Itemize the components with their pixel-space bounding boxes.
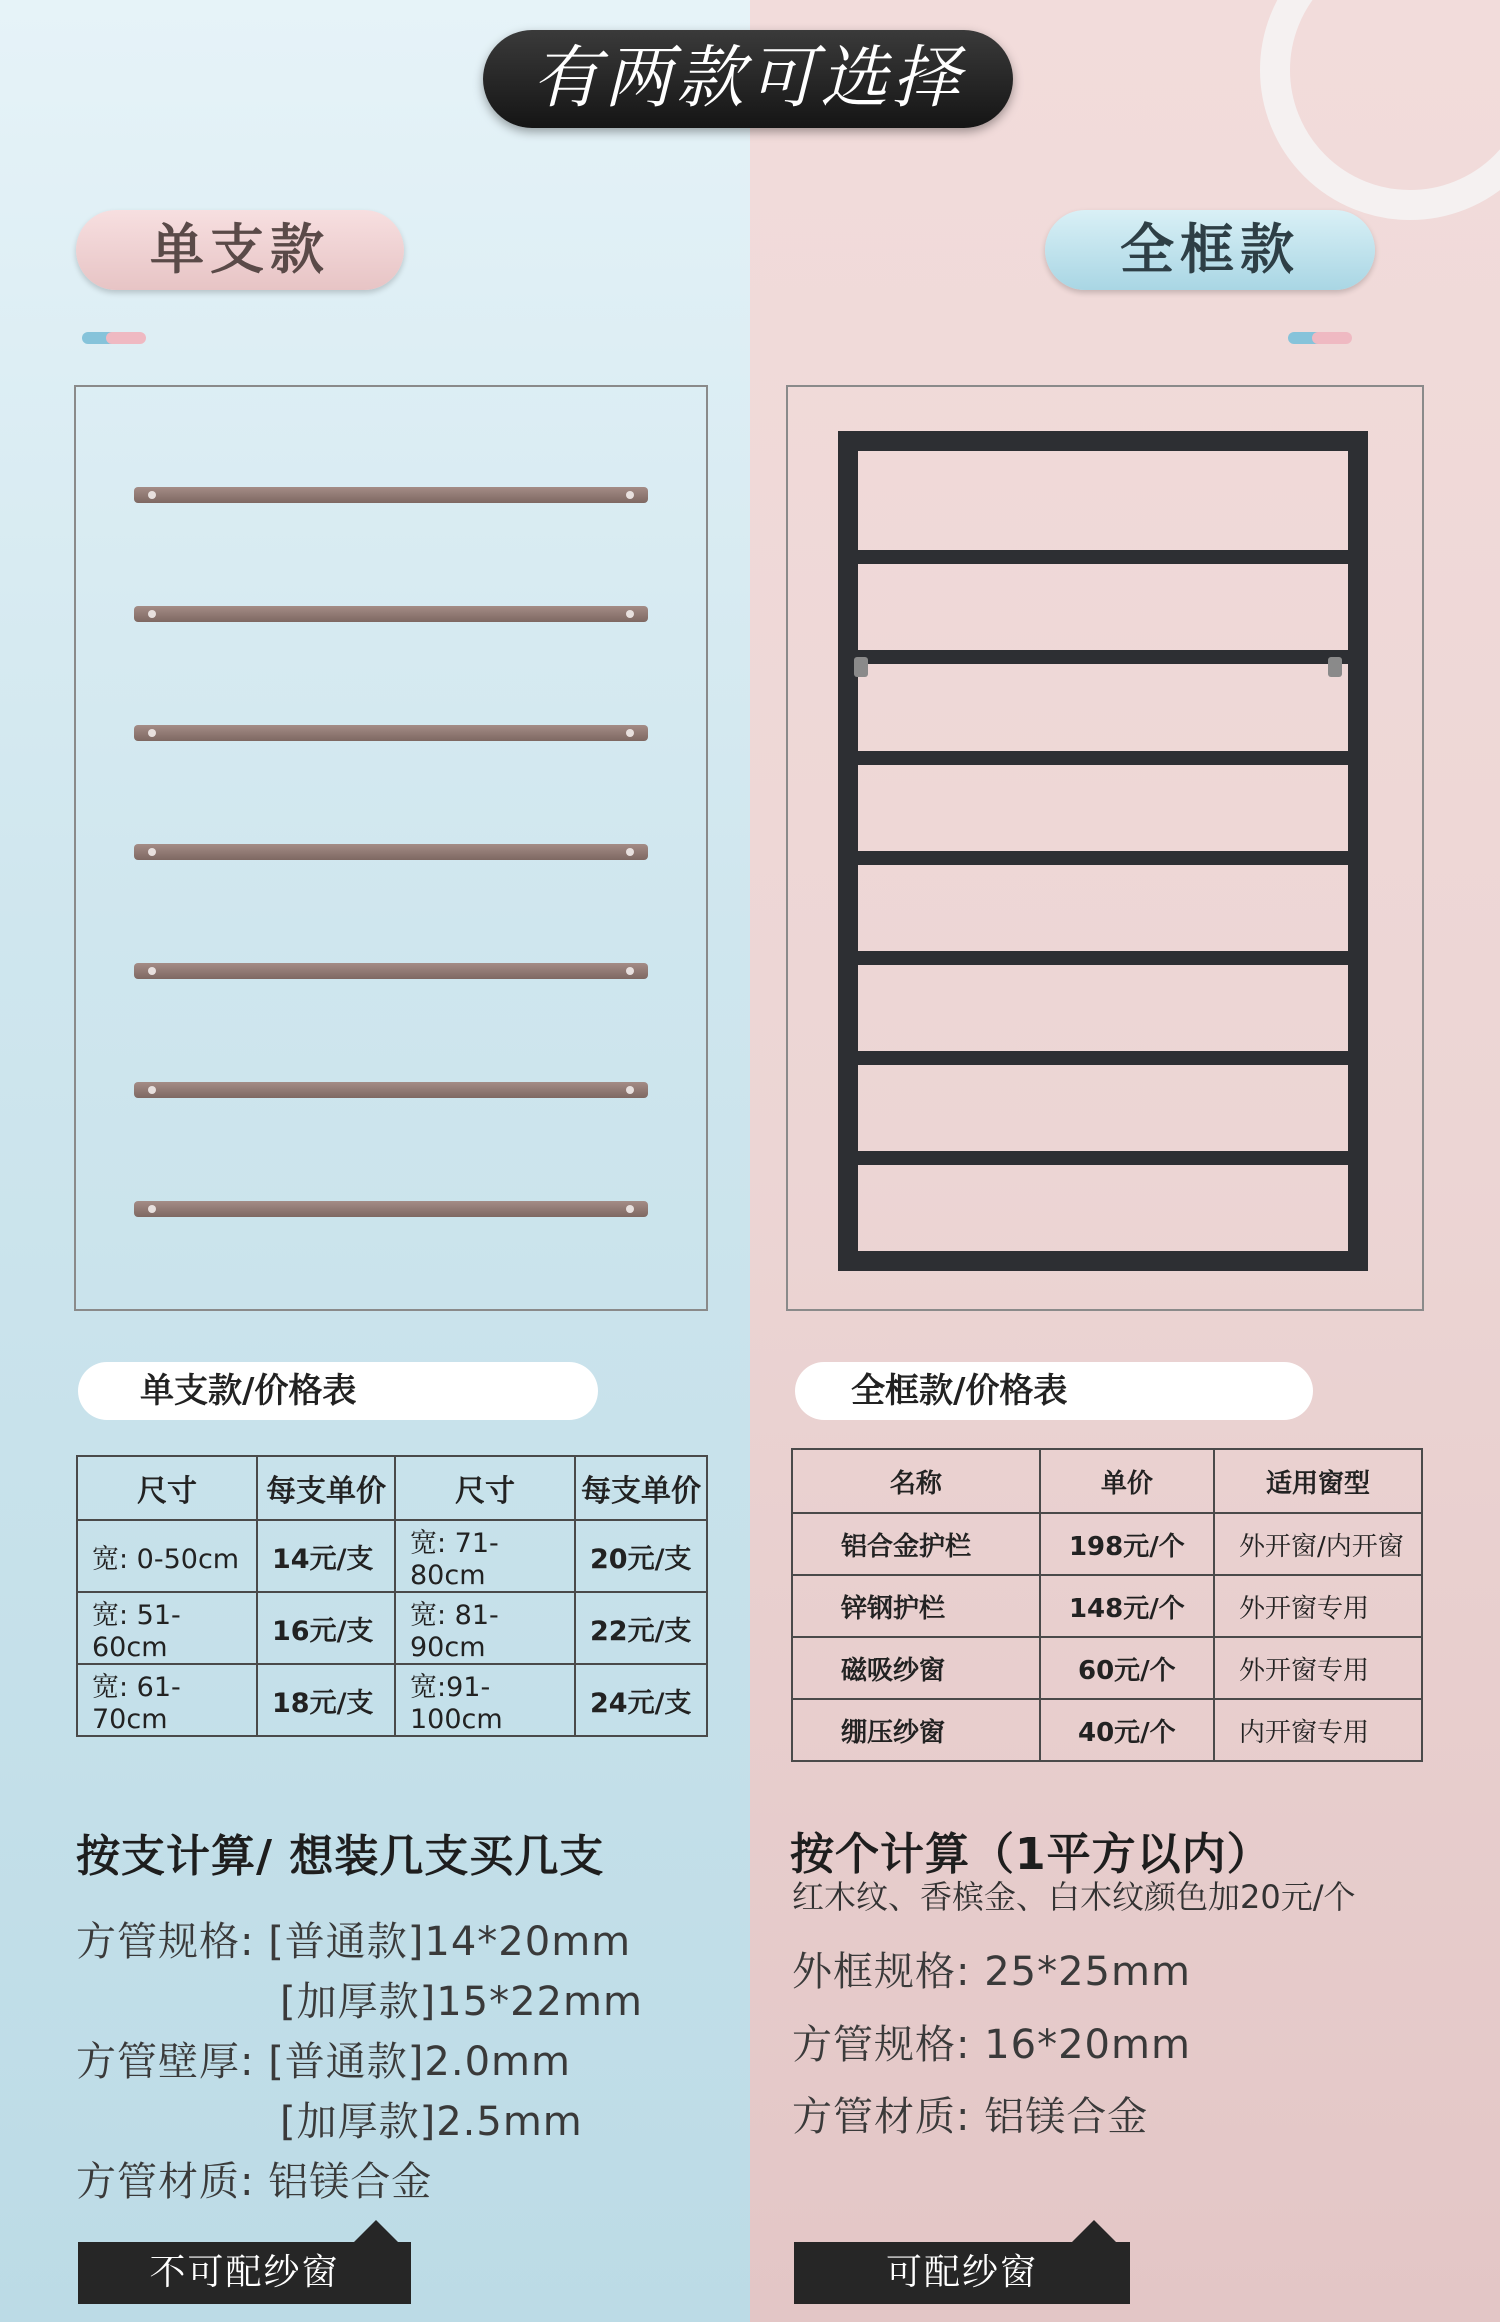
- table-row: [77, 1520, 707, 1592]
- spec-line: 方管材质: 铝镁合金: [76, 2159, 433, 2205]
- name-cell: 磁吸纱窗: [792, 1637, 1040, 1699]
- price-cell: 40元/个: [1040, 1699, 1214, 1761]
- header-unit-price: 每支单价: [575, 1456, 707, 1520]
- window-type-cell: 外开窗专用: [1214, 1575, 1422, 1637]
- table-row: [792, 1513, 1422, 1575]
- price-cell: 24元/支: [575, 1664, 707, 1736]
- name-cell: 绷压纱窗: [792, 1699, 1040, 1761]
- size-cell: 宽: 81-90cm: [395, 1592, 575, 1664]
- price-cell: 18元/支: [257, 1664, 395, 1736]
- spec-line: 外框规格: 25*25mm: [792, 1949, 1191, 1995]
- spec-line: 方管壁厚: [普通款]2.0mm: [76, 2039, 571, 2085]
- table-row: [792, 1699, 1422, 1761]
- left-indicator-dots: [82, 332, 146, 344]
- guard-bar: [134, 725, 648, 741]
- full-frame-badge: 全框款: [1045, 210, 1375, 290]
- guard-bar: [134, 1082, 648, 1098]
- frame-rung: [858, 1051, 1348, 1065]
- single-bar-badge: 单支款: [76, 210, 404, 290]
- header-window-type: 适用窗型: [1214, 1449, 1422, 1513]
- frame-rung: [858, 851, 1348, 865]
- tag-label: 不可配纱窗: [149, 2252, 340, 2293]
- screen-compatible-tag: [794, 2242, 1130, 2304]
- guard-bar: [134, 963, 648, 979]
- size-cell: 宽: 51-60cm: [77, 1592, 257, 1664]
- frame-rung: [858, 550, 1348, 564]
- spec-line: [加厚款]15*22mm: [280, 1979, 643, 2025]
- full-frame-price-title: 全框款/价格表: [795, 1362, 1313, 1420]
- header-unit-price: 单价: [1040, 1449, 1214, 1513]
- table-row: [77, 1664, 707, 1736]
- spec-line: 方管规格: [普通款]14*20mm: [76, 1919, 632, 1965]
- price-cell: 14元/支: [257, 1520, 395, 1592]
- window-type-cell: 外开窗/内开窗: [1214, 1513, 1422, 1575]
- header-name: 名称: [792, 1449, 1040, 1513]
- window-type-cell: 外开窗专用: [1214, 1637, 1422, 1699]
- guard-frame: [838, 431, 1368, 1271]
- mount-clip: [854, 657, 868, 677]
- guard-bar: [134, 606, 648, 622]
- name-cell: 铝合金护栏: [792, 1513, 1040, 1575]
- table-row: [792, 1637, 1422, 1699]
- mount-clip: [1328, 657, 1342, 677]
- color-surcharge-note: 红木纹、香槟金、白木纹颜色加20元/个: [792, 1878, 1356, 1916]
- table-header-row: [77, 1456, 707, 1520]
- tag-pointer: [354, 2220, 398, 2242]
- full-frame-price-table: [791, 1448, 1423, 1762]
- single-bar-price-table: [76, 1455, 708, 1737]
- full-frame-product-image: [786, 385, 1424, 1311]
- table-row: [792, 1575, 1422, 1637]
- price-cell: 60元/个: [1040, 1637, 1214, 1699]
- full-frame-heading: 按个计算（1平方以内）: [790, 1829, 1272, 1880]
- single-bar-price-title: 单支款/价格表: [78, 1362, 598, 1420]
- right-indicator-dots: [1288, 332, 1352, 344]
- page-title: 有两款可选择: [483, 30, 1013, 128]
- single-bar-heading: 按支计算/ 想装几支买几支: [76, 1831, 605, 1882]
- guard-bar: [134, 487, 648, 503]
- guard-bar: [134, 844, 648, 860]
- tag-label: 可配纱窗: [885, 2252, 1038, 2293]
- table-row: [77, 1592, 707, 1664]
- size-cell: 宽:91-100cm: [395, 1664, 575, 1736]
- size-cell: 宽: 0-50cm: [77, 1520, 257, 1592]
- frame-rung: [858, 751, 1348, 765]
- price-cell: 22元/支: [575, 1592, 707, 1664]
- window-type-cell: 内开窗专用: [1214, 1699, 1422, 1761]
- name-cell: 锌钢护栏: [792, 1575, 1040, 1637]
- table-header-row: [792, 1449, 1422, 1513]
- frame-rung: [858, 951, 1348, 965]
- price-cell: 20元/支: [575, 1520, 707, 1592]
- size-cell: 宽: 61-70cm: [77, 1664, 257, 1736]
- price-cell: 16元/支: [257, 1592, 395, 1664]
- spec-line: 方管规格: 16*20mm: [792, 2022, 1191, 2068]
- no-screen-tag: [78, 2242, 411, 2304]
- header-size: 尺寸: [77, 1456, 257, 1520]
- price-cell: 148元/个: [1040, 1575, 1214, 1637]
- guard-bar: [134, 1201, 648, 1217]
- size-cell: 宽: 71-80cm: [395, 1520, 575, 1592]
- header-size: 尺寸: [395, 1456, 575, 1520]
- price-cell: 198元/个: [1040, 1513, 1214, 1575]
- single-bar-product-image: [74, 385, 708, 1311]
- tag-pointer: [1072, 2220, 1116, 2242]
- frame-rung: [858, 1151, 1348, 1165]
- spec-line: 方管材质: 铝镁合金: [792, 2094, 1149, 2140]
- frame-rung: [858, 650, 1348, 664]
- spec-line: [加厚款]2.5mm: [280, 2099, 583, 2145]
- header-unit-price: 每支单价: [257, 1456, 395, 1520]
